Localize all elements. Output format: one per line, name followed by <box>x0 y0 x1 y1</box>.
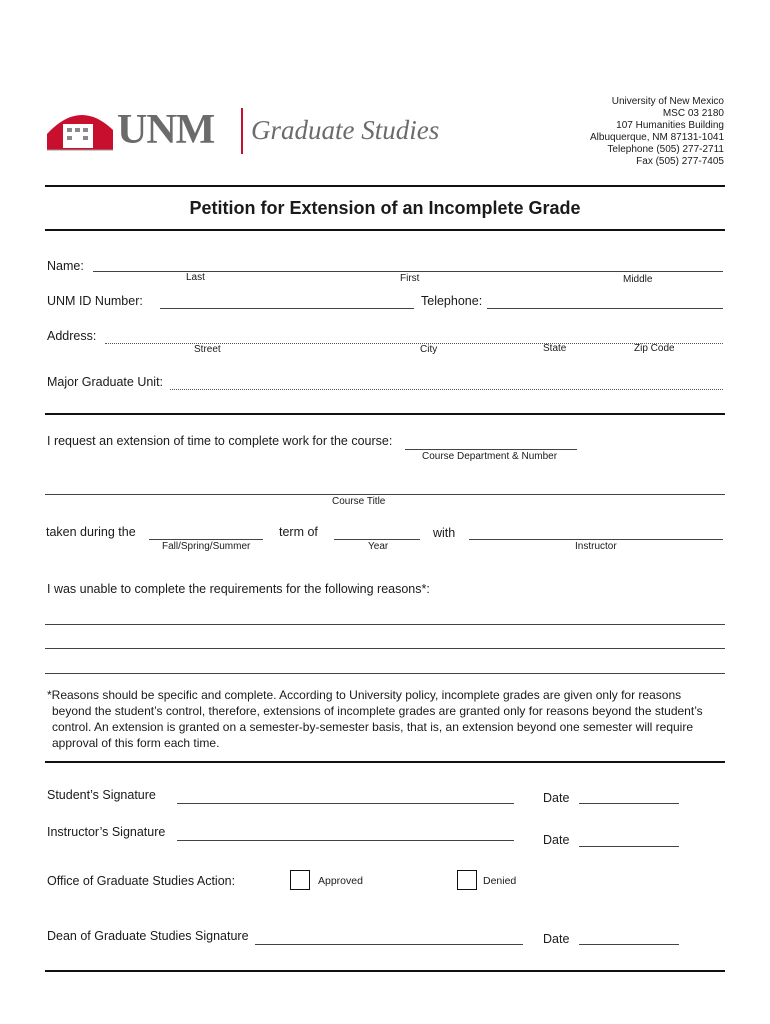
course-dept-field[interactable] <box>405 449 577 450</box>
instructor-date-field[interactable] <box>579 846 679 847</box>
unm-logo <box>45 100 445 160</box>
dean-signature-label: Dean of Graduate Studies Signature <box>47 929 249 943</box>
student-signature-field[interactable] <box>177 803 514 804</box>
section-rule-2 <box>45 761 725 763</box>
approved-label: Approved <box>318 875 363 887</box>
with-label: with <box>433 526 456 540</box>
address-street-caption: Street <box>194 344 221 355</box>
address-line: MSC 03 2180 <box>662 108 724 119</box>
address-line: Fax (505) 277-7405 <box>636 156 724 167</box>
name-first-caption: First <box>400 273 420 284</box>
address-line: University of New Mexico <box>611 96 724 107</box>
logo-divider <box>241 108 243 154</box>
footer-rule <box>45 970 725 972</box>
title-rule <box>45 229 725 231</box>
policy-note-line: *Reasons should be specific and complete. According to University policy, incomplete grades are given only for reasons <box>47 688 682 702</box>
instructor-signature-label: Instructor’s Signature <box>47 825 166 839</box>
major-unit-field[interactable] <box>170 389 723 390</box>
request-label: I request an extension of time to complete work for the course: <box>47 434 393 448</box>
denied-label: Denied <box>483 875 517 887</box>
term-caption: Fall/Spring/Summer <box>162 541 251 552</box>
name-middle-caption: Middle <box>623 274 653 285</box>
name-last-caption: Last <box>186 272 205 283</box>
taken-during-label: taken during the <box>46 525 136 539</box>
course-title-field[interactable] <box>45 494 725 495</box>
telephone-field[interactable] <box>487 308 723 309</box>
address-zip-caption: Zip Code <box>634 343 675 354</box>
student-date-label: Date <box>543 791 570 805</box>
reason-line[interactable] <box>45 624 725 625</box>
logo-wordmark: UNM <box>117 107 215 153</box>
year-field[interactable] <box>334 539 420 540</box>
unm-id-field[interactable] <box>160 308 414 309</box>
term-field[interactable] <box>149 539 263 540</box>
instructor-field[interactable] <box>469 539 723 540</box>
student-signature-label: Student’s Signature <box>47 788 156 802</box>
unm-building-emblem-icon <box>45 104 115 156</box>
reasons-label: I was unable to complete the requirements for the following reasons*: <box>47 582 430 596</box>
address-line: 107 Humanities Building <box>616 120 724 131</box>
dean-date-label: Date <box>543 932 570 946</box>
major-unit-label: Major Graduate Unit: <box>47 375 164 389</box>
telephone-label: Telephone: <box>421 294 483 308</box>
office-action-label: Office of Graduate Studies Action: <box>47 874 236 888</box>
address-line: Albuquerque, NM 87131-1041 <box>590 132 724 143</box>
office-address <box>590 96 724 168</box>
instructor-caption: Instructor <box>575 541 617 552</box>
form-title: Petition for Extension of an Incomplete Grade <box>189 198 581 218</box>
course-title-caption: Course Title <box>332 496 386 507</box>
dean-date-field[interactable] <box>579 944 679 945</box>
logo-subtitle: Graduate Studies <box>251 115 440 145</box>
reason-line[interactable] <box>45 648 725 649</box>
unm-id-label: UNM ID Number: <box>47 294 143 308</box>
address-line: Telephone (505) 277-2711 <box>607 144 724 155</box>
approved-checkbox[interactable] <box>290 870 310 890</box>
policy-note-line: control. An extension is granted on a semester-by-semester basis, that is, an extension beyond one semester will require <box>52 720 693 734</box>
policy-note <box>47 687 703 751</box>
policy-note-line: beyond the student’s control, therefore, extensions of incomplete grades are granted only for reasons beyond the student’s <box>52 704 703 718</box>
header-rule <box>45 185 725 187</box>
name-label: Name: <box>47 259 84 273</box>
denied-checkbox[interactable] <box>457 870 477 890</box>
student-date-field[interactable] <box>579 803 679 804</box>
course-dept-caption: Course Department & Number <box>422 451 558 462</box>
address-label: Address: <box>47 329 97 343</box>
section-rule-1 <box>45 413 725 415</box>
dean-signature-field[interactable] <box>255 944 523 945</box>
instructor-signature-field[interactable] <box>177 840 514 841</box>
address-city-caption: City <box>420 344 438 355</box>
year-caption: Year <box>368 541 389 552</box>
policy-note-line: approval of this form each time. <box>52 736 220 750</box>
instructor-date-label: Date <box>543 833 570 847</box>
reason-line[interactable] <box>45 673 725 674</box>
address-state-caption: State <box>543 343 567 354</box>
term-of-label: term of <box>279 525 318 539</box>
